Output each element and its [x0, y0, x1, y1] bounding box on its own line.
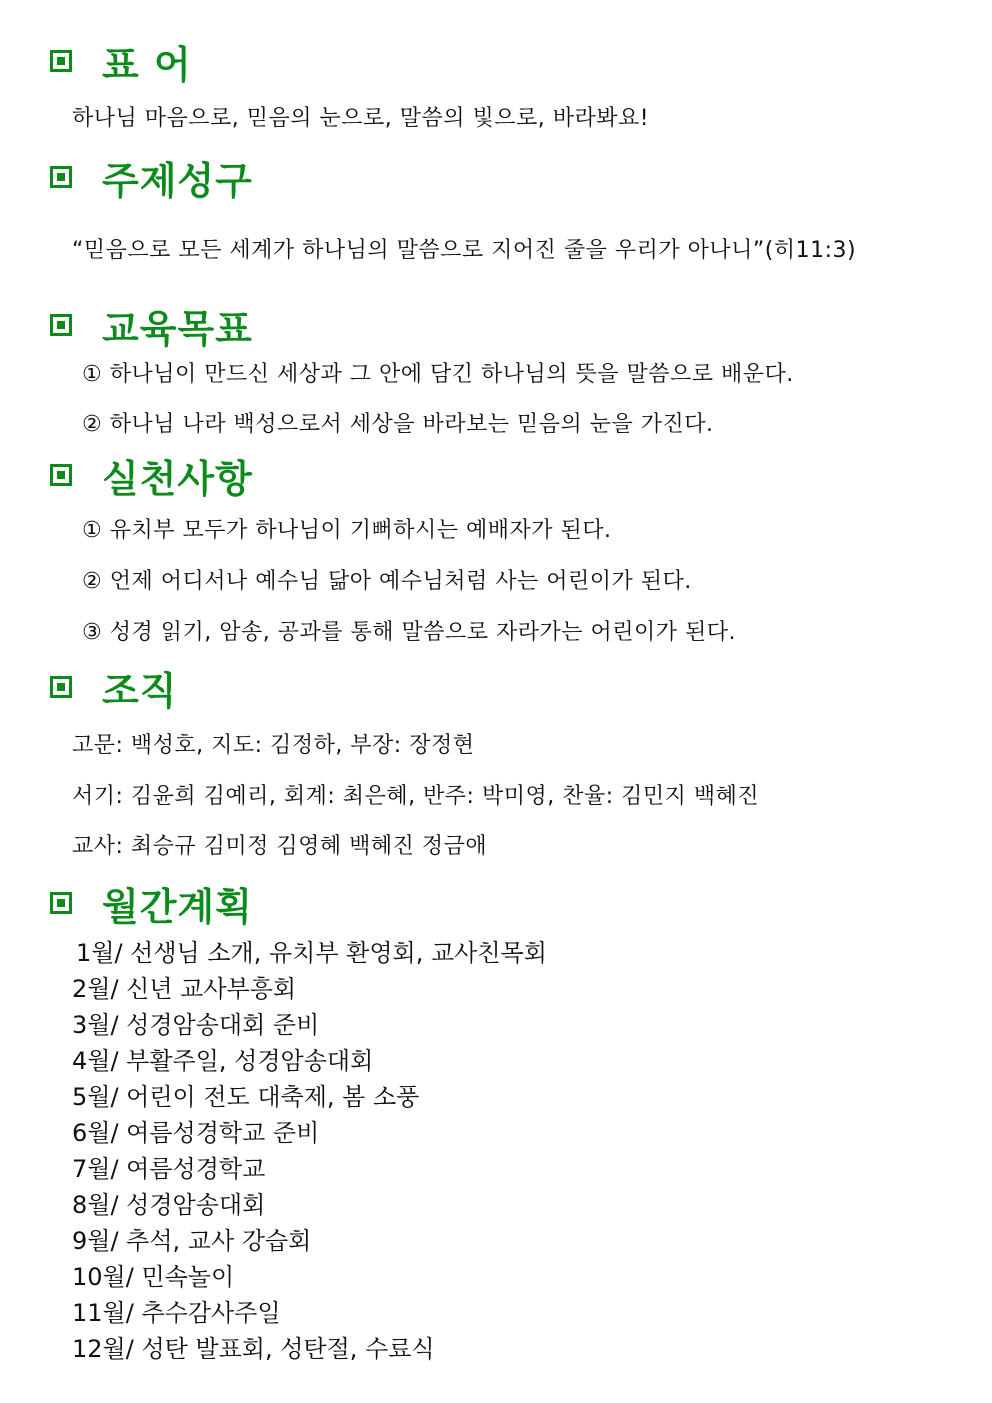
education-goal-item: ② 하나님 나라 백성으로서 세상을 바라보는 믿음의 눈을 가진다. [82, 412, 714, 437]
monthly-plan-item: 8월/ 성경암송대회 [72, 1191, 266, 1219]
section-heading-monthly-plan [50, 878, 253, 928]
practice-item: ② 언제 어디서나 예수님 닮아 예수님처럼 사는 어린이가 된다. [82, 569, 692, 594]
organization-line: 고문: 백성호, 지도: 김정하, 부장: 장정현 [72, 733, 475, 758]
square-bullet-icon [50, 166, 72, 188]
square-bullet-icon [50, 314, 72, 336]
monthly-plan-item: 2월/ 신년 교사부흥회 [72, 975, 297, 1003]
motto-text: 하나님 마음으로, 믿음의 눈으로, 말씀의 빛으로, 바라봐요! [72, 106, 650, 131]
theme-verse-text: “믿음으로 모든 세계가 하나님의 말씀으로 지어진 줄을 우리가 아나니”(히11:3) [72, 238, 857, 263]
organization-line: 서기: 김윤희 김예리, 회계: 최은혜, 반주: 박미영, 찬율: 김민지 백혜진 [72, 784, 760, 809]
square-bullet-icon [50, 464, 72, 486]
education-goal-item: ① 하나님이 만드신 세상과 그 안에 담긴 하나님의 뜻을 말씀으로 배운다. [82, 362, 794, 387]
organization-line: 교사: 최승규 김미정 김영혜 백혜진 정금애 [72, 834, 488, 859]
section-heading-motto [50, 36, 192, 86]
heading-text-monthly-plan: 월간계획 [102, 884, 253, 929]
monthly-plan-item: 5월/ 어린이 전도 대축제, 봄 소풍 [72, 1083, 420, 1111]
square-bullet-icon [50, 892, 72, 914]
monthly-plan-item: 10월/ 민속놀이 [72, 1263, 235, 1291]
section-heading-organization [50, 662, 177, 712]
heading-text-organization: 조직 [102, 668, 178, 713]
section-heading-practice [50, 450, 253, 500]
monthly-plan-item: 1월/ 선생님 소개, 유치부 환영회, 교사친목회 [76, 939, 547, 967]
monthly-plan-item: 11월/ 추수감사주일 [72, 1299, 281, 1327]
section-heading-theme-verse [50, 152, 253, 202]
heading-text-theme-verse: 주제성구 [102, 158, 253, 203]
heading-text-education-goals: 교육목표 [102, 306, 253, 351]
monthly-plan-item: 4월/ 부활주일, 성경암송대회 [72, 1047, 374, 1075]
monthly-plan-item: 7월/ 여름성경학교 [72, 1155, 266, 1183]
monthly-plan-item: 12월/ 성탄 발표회, 성탄절, 수료식 [72, 1335, 435, 1363]
heading-text-practice: 실천사항 [102, 456, 253, 501]
practice-item: ③ 성경 읽기, 암송, 공과를 통해 말씀으로 자라가는 어린이가 된다. [82, 620, 736, 645]
heading-text-motto: 표 어 [102, 42, 192, 87]
monthly-plan-item: 9월/ 추석, 교사 강습회 [72, 1227, 312, 1255]
section-heading-education-goals [50, 300, 253, 350]
square-bullet-icon [50, 676, 72, 698]
square-bullet-icon [50, 50, 72, 72]
practice-item: ① 유치부 모두가 하나님이 기뻐하시는 예배자가 된다. [82, 518, 612, 543]
monthly-plan-item: 6월/ 여름성경학교 준비 [72, 1119, 320, 1147]
monthly-plan-item: 3월/ 성경암송대회 준비 [72, 1011, 320, 1039]
